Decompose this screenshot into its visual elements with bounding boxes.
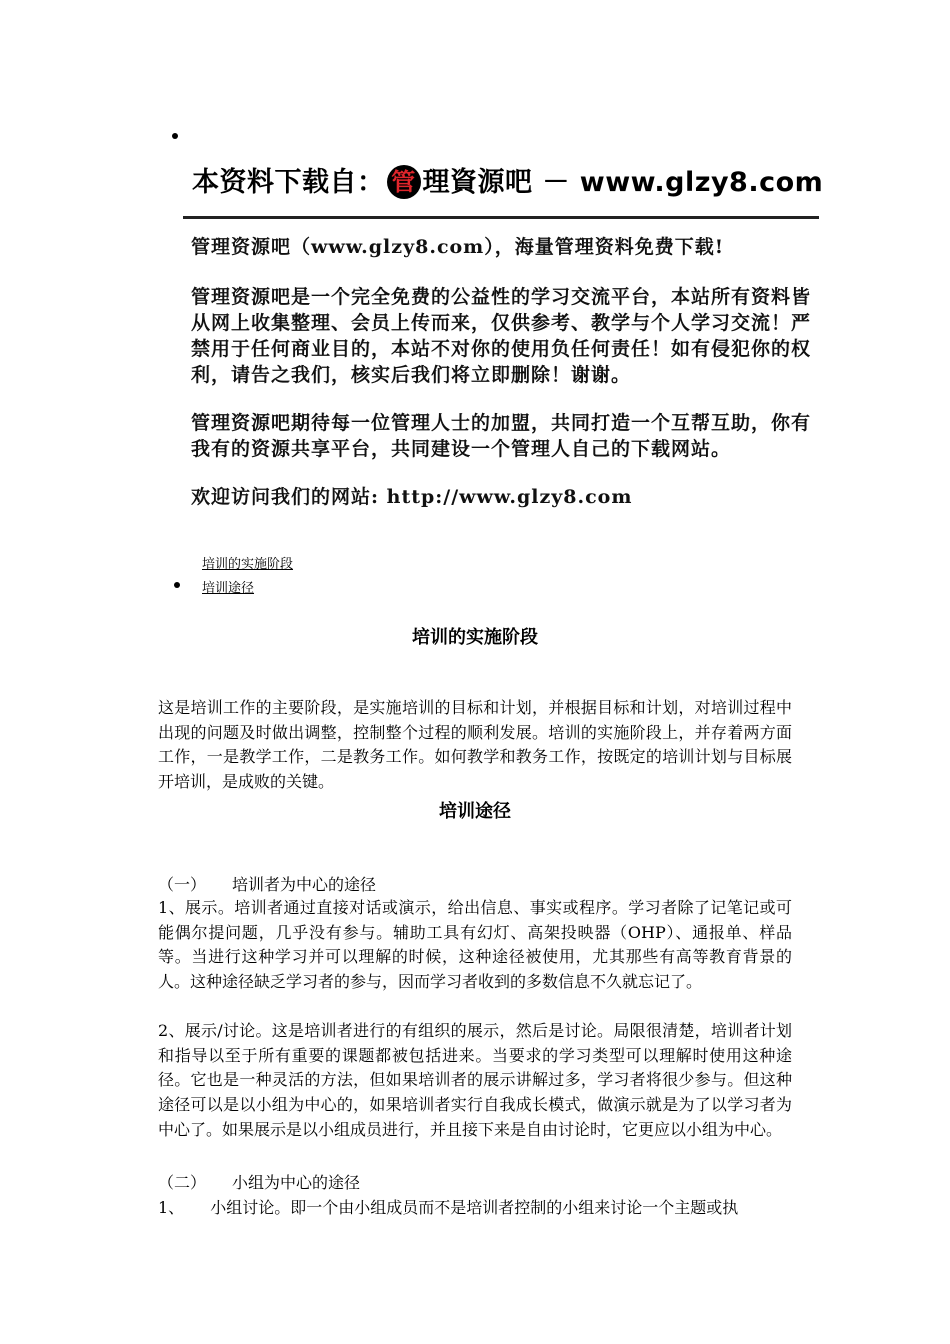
logo-icon: 管 <box>387 165 421 199</box>
bullet-marker <box>174 582 180 588</box>
banner-title: 本资料下载自： 管 理資源吧 － www.glzy8.com <box>192 160 823 203</box>
subheading-trainer-centered: （一） 培训者为中心的途径 <box>158 875 377 894</box>
section-body-implementation: 这是培训工作的主要阶段，是实施培训的目标和计划，并根据目标和计划，对培训过程中出现的问题及时做出调整，控制整个过程的顺利发展。培训的实施阶段上，并存着两方面工作，一是教学工作，二是教务工作。如何教学和教务工作，按既定的培训计划与目标展开培训，是成败的关键。 <box>158 698 792 792</box>
section-title-implementation: 培训的实施阶段 <box>412 627 538 648</box>
toc-link-approaches[interactable]: 培训途径 <box>202 581 255 596</box>
toc-link-implementation[interactable]: 培训的实施阶段 <box>202 557 294 572</box>
subheading-group-centered: （二） 小组为中心的途径 <box>158 1173 361 1192</box>
banner-disclaimer: 管理资源吧是一个完全免费的公益性的学习交流平台，本站所有资料皆从网上收集整理、会员上传而来，仅供参考、教学与个人学习交流！严禁用于任何商业目的，本站不对你的使用负任何责任！如有侵犯你的权利，请告之我们，核实后我们将立即删除！谢谢。 <box>191 286 812 386</box>
banner-invite: 管理资源吧期待每一位管理人士的加盟，共同打造一个互帮互助，你有我有的资源共享平台，共同建设一个管理人自己的下载网站。 <box>191 412 812 460</box>
list-item: 1、展示。培训者通过直接对话或演示，给出信息、事实或程序。学习者除了记笔记或可能偶尔提问题，几乎没有参与。辅助工具有幻灯、高架投映器（OHP）、通报单、样品等。当进行这种学习并可以理解的时候，这种途径被使用，尤其那些有高等教育背景的人。这种途径缺乏学习者的参与，因而学习者收到的多数信息不久就忘记了。 <box>158 898 792 992</box>
bullet-marker <box>172 133 178 139</box>
banner-intro: 管理资源吧（www.glzy8.com），海量管理资料免费下载! <box>191 236 725 258</box>
list-item: 1、 小组讨论。即一个由小组成员而不是培训者控制的小组来讨论一个主题或执 <box>158 1198 739 1217</box>
divider <box>183 216 819 219</box>
list-item: 2、展示/讨论。这是培训者进行的有组织的展示，然后是讨论。局限很清楚，培训者计划和指导以至于所有重要的课题都被包括进来。当要求的学习类型可以理解时使用这种途径。它也是一种灵活的方法，但如果培训者的展示讲解过多，学习者将很少参与。但这种途径可以是以小组为中心的，如果培训者实行自我成长模式，做演示就是为了以学习者为中心了。如果展示是以小组成员进行，并且接下来是自由讨论时，它更应以小组为中心。 <box>158 1021 792 1139</box>
banner-url: 欢迎访问我们的网站: http://www.glzy8.com <box>191 486 633 508</box>
section-title-approaches: 培训途径 <box>439 801 511 822</box>
